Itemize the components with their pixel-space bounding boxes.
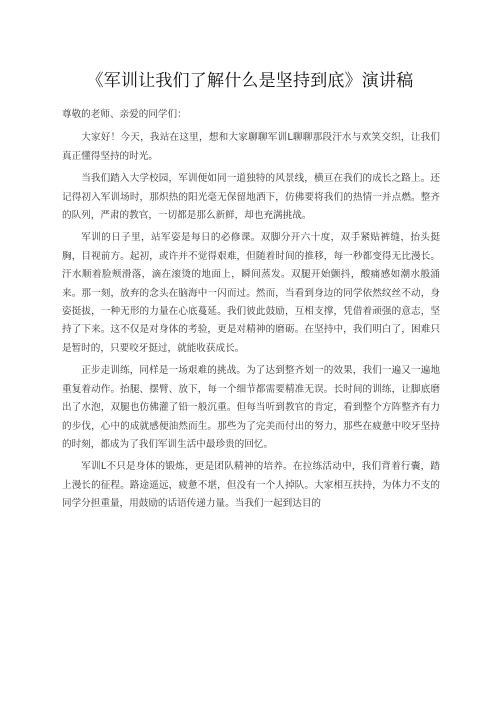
speech-body	[62, 106, 440, 518]
greeting: 尊敬的老师、亲爱的同学们：	[62, 109, 187, 120]
paragraph-1: 大家好！今天，我站在这里，想和大家聊聊军训L聊聊那段汗水与欢笑交织，让我们真正懂得坚持的时光。	[62, 132, 440, 162]
paragraph-3: 军训的日子里，站军姿是每日的必修课。双脚分开六十度，双手紧贴裤缝，抬头挺胸，目视前方。起初，或许并不觉得艰难，但随着时间的推移，每一秒都变得无比漫长。汗水顺着脸颊滑落，滴在滚烫的地面上，瞬间蒸发。双腿开始颤抖，酸痛感如潮水般涌来。那一刻，放弃的念头在脑海中一闪而过。然而，当看到身边的同学依然纹丝不动，身姿挺拔，一种无形的力量在心底蔓延。我们彼此鼓励，互相支撑，凭借着顽强的意志，坚持了下来。这不仅是对身体的考验，更是对精神的磨砺。在坚持中，我们明白了，困难只是暂时的，只要咬牙挺过，就能收获成长。	[62, 232, 440, 354]
paragraph-4: 正步走训练，同样是一场艰难的挑战。为了达到整齐划一的效果，我们一遍又一遍地重复着动作。抬腿、摆臂、放下，每一个细节都需要精准无误。长时间的训练，让脚底磨出了水泡，双腿也仿佛灌了铅一般沉重。但每当听到教官的肯定，看到整个方阵整齐有力的步伐，心中的成就感便油然而生。那些为了完美而付出的努力，那些在疲惫中咬牙坚持的时刻，都成为了我们军训生活中最珍贵的回忆。	[62, 365, 440, 450]
paragraph-5: 军训L不只是身体的锻炼，更是团队精神的培养。在拉练活动中，我们背着行囊，踏上漫长的征程。路途遥远，疲惫不堪，但没有一个人掉队。大家相互扶持，为体力不支的同学分担重量，用鼓励的话语传递力量。当我们一起到达目的	[62, 461, 440, 510]
document-title: 《军训让我们了解什么是坚持到底》演讲稿	[86, 71, 414, 91]
paragraph-2: 当我们踏入大学校园，军训便如同一道独特的风景线，横亘在我们的成长之路上。还记得初入军训场时，那炽热的阳光毫无保留地洒下，仿佛要将我们的热情一并点燃。整齐的队列，严肃的教官，一切都是那么新鲜，却也充满挑战。	[62, 173, 440, 222]
